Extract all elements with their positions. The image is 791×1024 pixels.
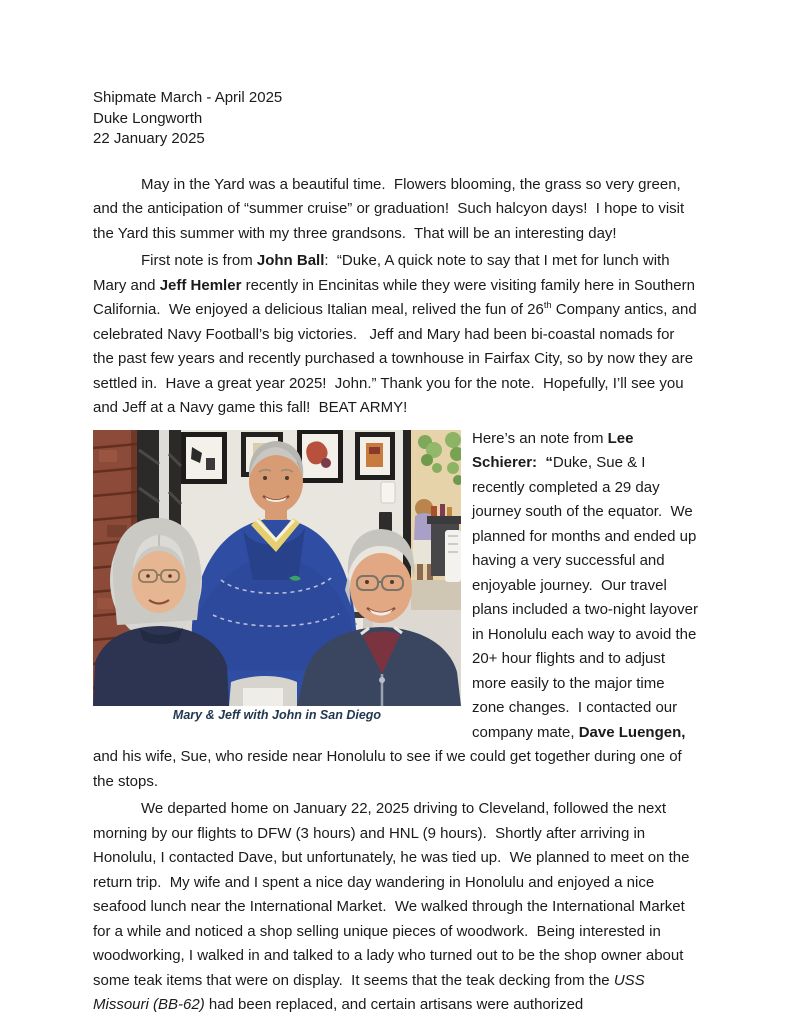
photo-figure	[93, 430, 461, 724]
paragraph-honolulu-trip: We departed home on January 22, 2025 driving to Cleveland, followed the next morning by our flights to DFW (3 hours) and HNL (9 hours). Shortly after arriving in Honolulu, I contacted Dave, but unfortunately, he was tied up. We planned to meet on the return trip. My wife and I spent a nice day wandering in Honolulu and enjoyed a nice seafood lunch near the International Market. We walked through the International Market for a while and noticed a shop selling unique pieces of woodwork. Being interested in woodworking, I walked in and talked to a lady who turned out to be the shop owner about some teak items that were on display. It seems that the teak decking from the USS Missouri (BB-62) had been replaced, and certain artisans were authorized	[93, 800, 694, 1013]
paragraph-lee-schierer-note: Here’s an note from Lee Schierer: “Duke, Sue & I recently completed a 29 day journey south of the equator. We planned for months and ended up having a very successful and enjoyable journey. Our travel plans included a two-night layover in Honolulu each way to avoid the 20+ hour flights and to adjust more easily to the major time zone changes. I contacted our company mate, Dave Luengen, and his wife, Sue, who reside near Honolulu to see if we could get together during one of the stops.	[93, 429, 703, 790]
doc-header	[93, 88, 698, 150]
paragraph-john-ball-note: First note is from John Ball: “Duke, A quick note to say that I met for lunch with Mary and Jeff Hemler recently in Encinitas while they were visiting family here in Southern California. We enjoyed a delicious Italian meal, relived the fun of 26th Company antics, and celebrated Navy Football’s big victories. Jeff and Mary had been bi-coastal nomads for the past few years and recently purchased a townhouse in Fairfax City, so by now they are settled in. Have a great year 2025! John.” Thank you for the note. Hopefully, I’ll see you and Jeff at a Navy game this fall! BEAT ARMY!	[93, 252, 701, 416]
doc-author: Duke Longworth	[93, 109, 203, 127]
background-chair	[445, 530, 461, 582]
embedded-photo	[93, 430, 461, 706]
paragraph-may-in-the-yard: May in the Yard was a beautiful time. Flowers blooming, the grass so very green, and the anticipation of “summer cruise” or graduation! Such halcyon days! I hope to visit the Yard this summer with my three grandsons. That will be an interesting day!	[93, 175, 689, 242]
photo-caption: Mary & Jeff with John in San Diego	[172, 707, 382, 722]
doc-title: Shipmate March - April 2025	[93, 89, 283, 106]
doc-date: 22 January 2025	[93, 130, 205, 147]
photo-and-text-block	[93, 427, 703, 795]
foreground-table	[229, 676, 297, 706]
